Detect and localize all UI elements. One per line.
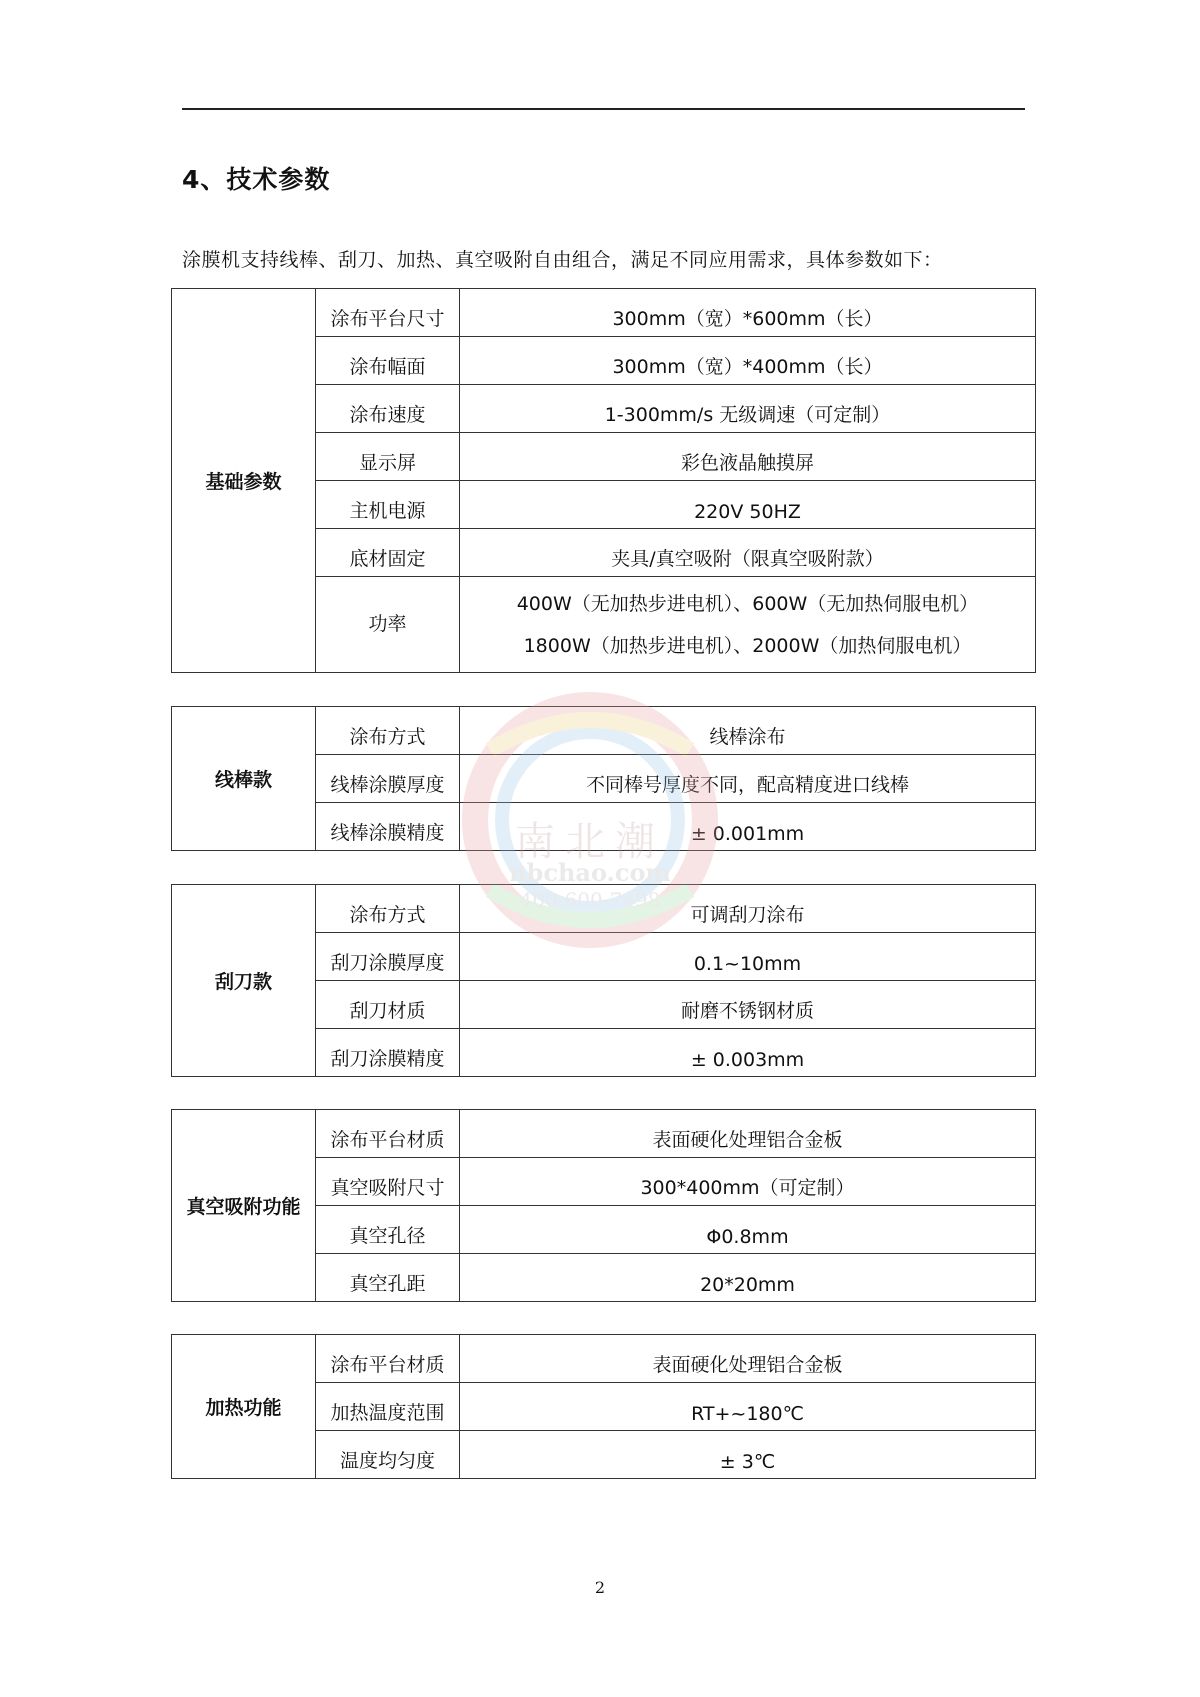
basic-params-table — [171, 288, 1036, 673]
param-value: ± 0.003mm — [460, 1029, 1036, 1077]
param-label: 底材固定 — [316, 529, 460, 577]
intro-paragraph: 涂膜机支持线棒、刮刀、加热、真空吸附自由组合，满足不同应用需求，具体参数如下： — [182, 249, 943, 271]
param-label: 涂布方式 — [316, 885, 460, 933]
param-label: 刮刀涂膜精度 — [316, 1029, 460, 1077]
param-value — [460, 577, 1036, 673]
param-label: 线棒涂膜厚度 — [316, 755, 460, 803]
group-label: 基础参数 — [172, 289, 316, 673]
watermark-site: nbchao.com — [509, 858, 671, 887]
vacuum-table — [171, 1109, 1036, 1302]
section-heading: 4、技术参数 — [182, 165, 331, 194]
param-label: 主机电源 — [316, 481, 460, 529]
param-label: 涂布平台材质 — [316, 1110, 460, 1158]
param-value: 20*20mm — [460, 1254, 1036, 1302]
watermark-brand: 南北潮 — [515, 819, 665, 865]
param-value: 可调刮刀涂布 — [460, 885, 1036, 933]
param-value: 线棒涂布 — [460, 707, 1036, 755]
table-row — [172, 1110, 1036, 1158]
power-line-1: 400W（无加热步进电机）、600W（无加热伺服电机） — [516, 592, 979, 615]
param-label: 加热温度范围 — [316, 1383, 460, 1431]
param-value: 表面硬化处理铝合金板 — [460, 1335, 1036, 1383]
param-value: ± 0.001mm — [460, 803, 1036, 851]
param-value: 300mm（宽）*400mm（长） — [460, 337, 1036, 385]
param-label: 线棒涂膜精度 — [316, 803, 460, 851]
param-label: 温度均匀度 — [316, 1431, 460, 1479]
power-line-2: 1800W（加热步进电机）、2000W（加热伺服电机） — [523, 634, 972, 657]
param-label: 显示屏 — [316, 433, 460, 481]
param-value: 耐磨不锈钢材质 — [460, 981, 1036, 1029]
param-label: 功率 — [316, 577, 460, 673]
param-value: ± 3℃ — [460, 1431, 1036, 1479]
param-value: 彩色液晶触摸屏 — [460, 433, 1036, 481]
param-value: RT+~180℃ — [460, 1383, 1036, 1431]
param-value: 1-300mm/s 无级调速（可定制） — [460, 385, 1036, 433]
heating-table — [171, 1334, 1036, 1479]
param-value: Φ0.8mm — [460, 1206, 1036, 1254]
param-label: 涂布平台尺寸 — [316, 289, 460, 337]
param-label: 刮刀涂膜厚度 — [316, 933, 460, 981]
param-label: 涂布幅面 — [316, 337, 460, 385]
param-value: 300*400mm（可定制） — [460, 1158, 1036, 1206]
param-value: 300mm（宽）*600mm（长） — [460, 289, 1036, 337]
param-label: 真空孔距 — [316, 1254, 460, 1302]
param-label: 真空吸附尺寸 — [316, 1158, 460, 1206]
param-label: 涂布平台材质 — [316, 1335, 460, 1383]
param-label: 真空孔径 — [316, 1206, 460, 1254]
header-rule — [182, 108, 1025, 110]
param-label: 涂布方式 — [316, 707, 460, 755]
watermark — [420, 690, 760, 950]
param-value: 220V 50HZ — [460, 481, 1036, 529]
param-value: 0.1~10mm — [460, 933, 1036, 981]
table-row — [172, 289, 1036, 337]
param-value: 不同棒号厚度不同，配高精度进口线棒 — [460, 755, 1036, 803]
param-label: 刮刀材质 — [316, 981, 460, 1029]
param-value: 夹具/真空吸附（限真空吸附款） — [460, 529, 1036, 577]
page-number: 2 — [594, 1578, 606, 1597]
param-value: 表面硬化处理铝合金板 — [460, 1110, 1036, 1158]
watermark-phone: 400-600-7498 — [519, 888, 661, 912]
group-label: 加热功能 — [172, 1335, 316, 1479]
param-label: 涂布速度 — [316, 385, 460, 433]
group-label: 线棒款 — [172, 707, 316, 851]
table-row — [172, 1335, 1036, 1383]
group-label: 刮刀款 — [172, 885, 316, 1077]
group-label: 真空吸附功能 — [172, 1110, 316, 1302]
